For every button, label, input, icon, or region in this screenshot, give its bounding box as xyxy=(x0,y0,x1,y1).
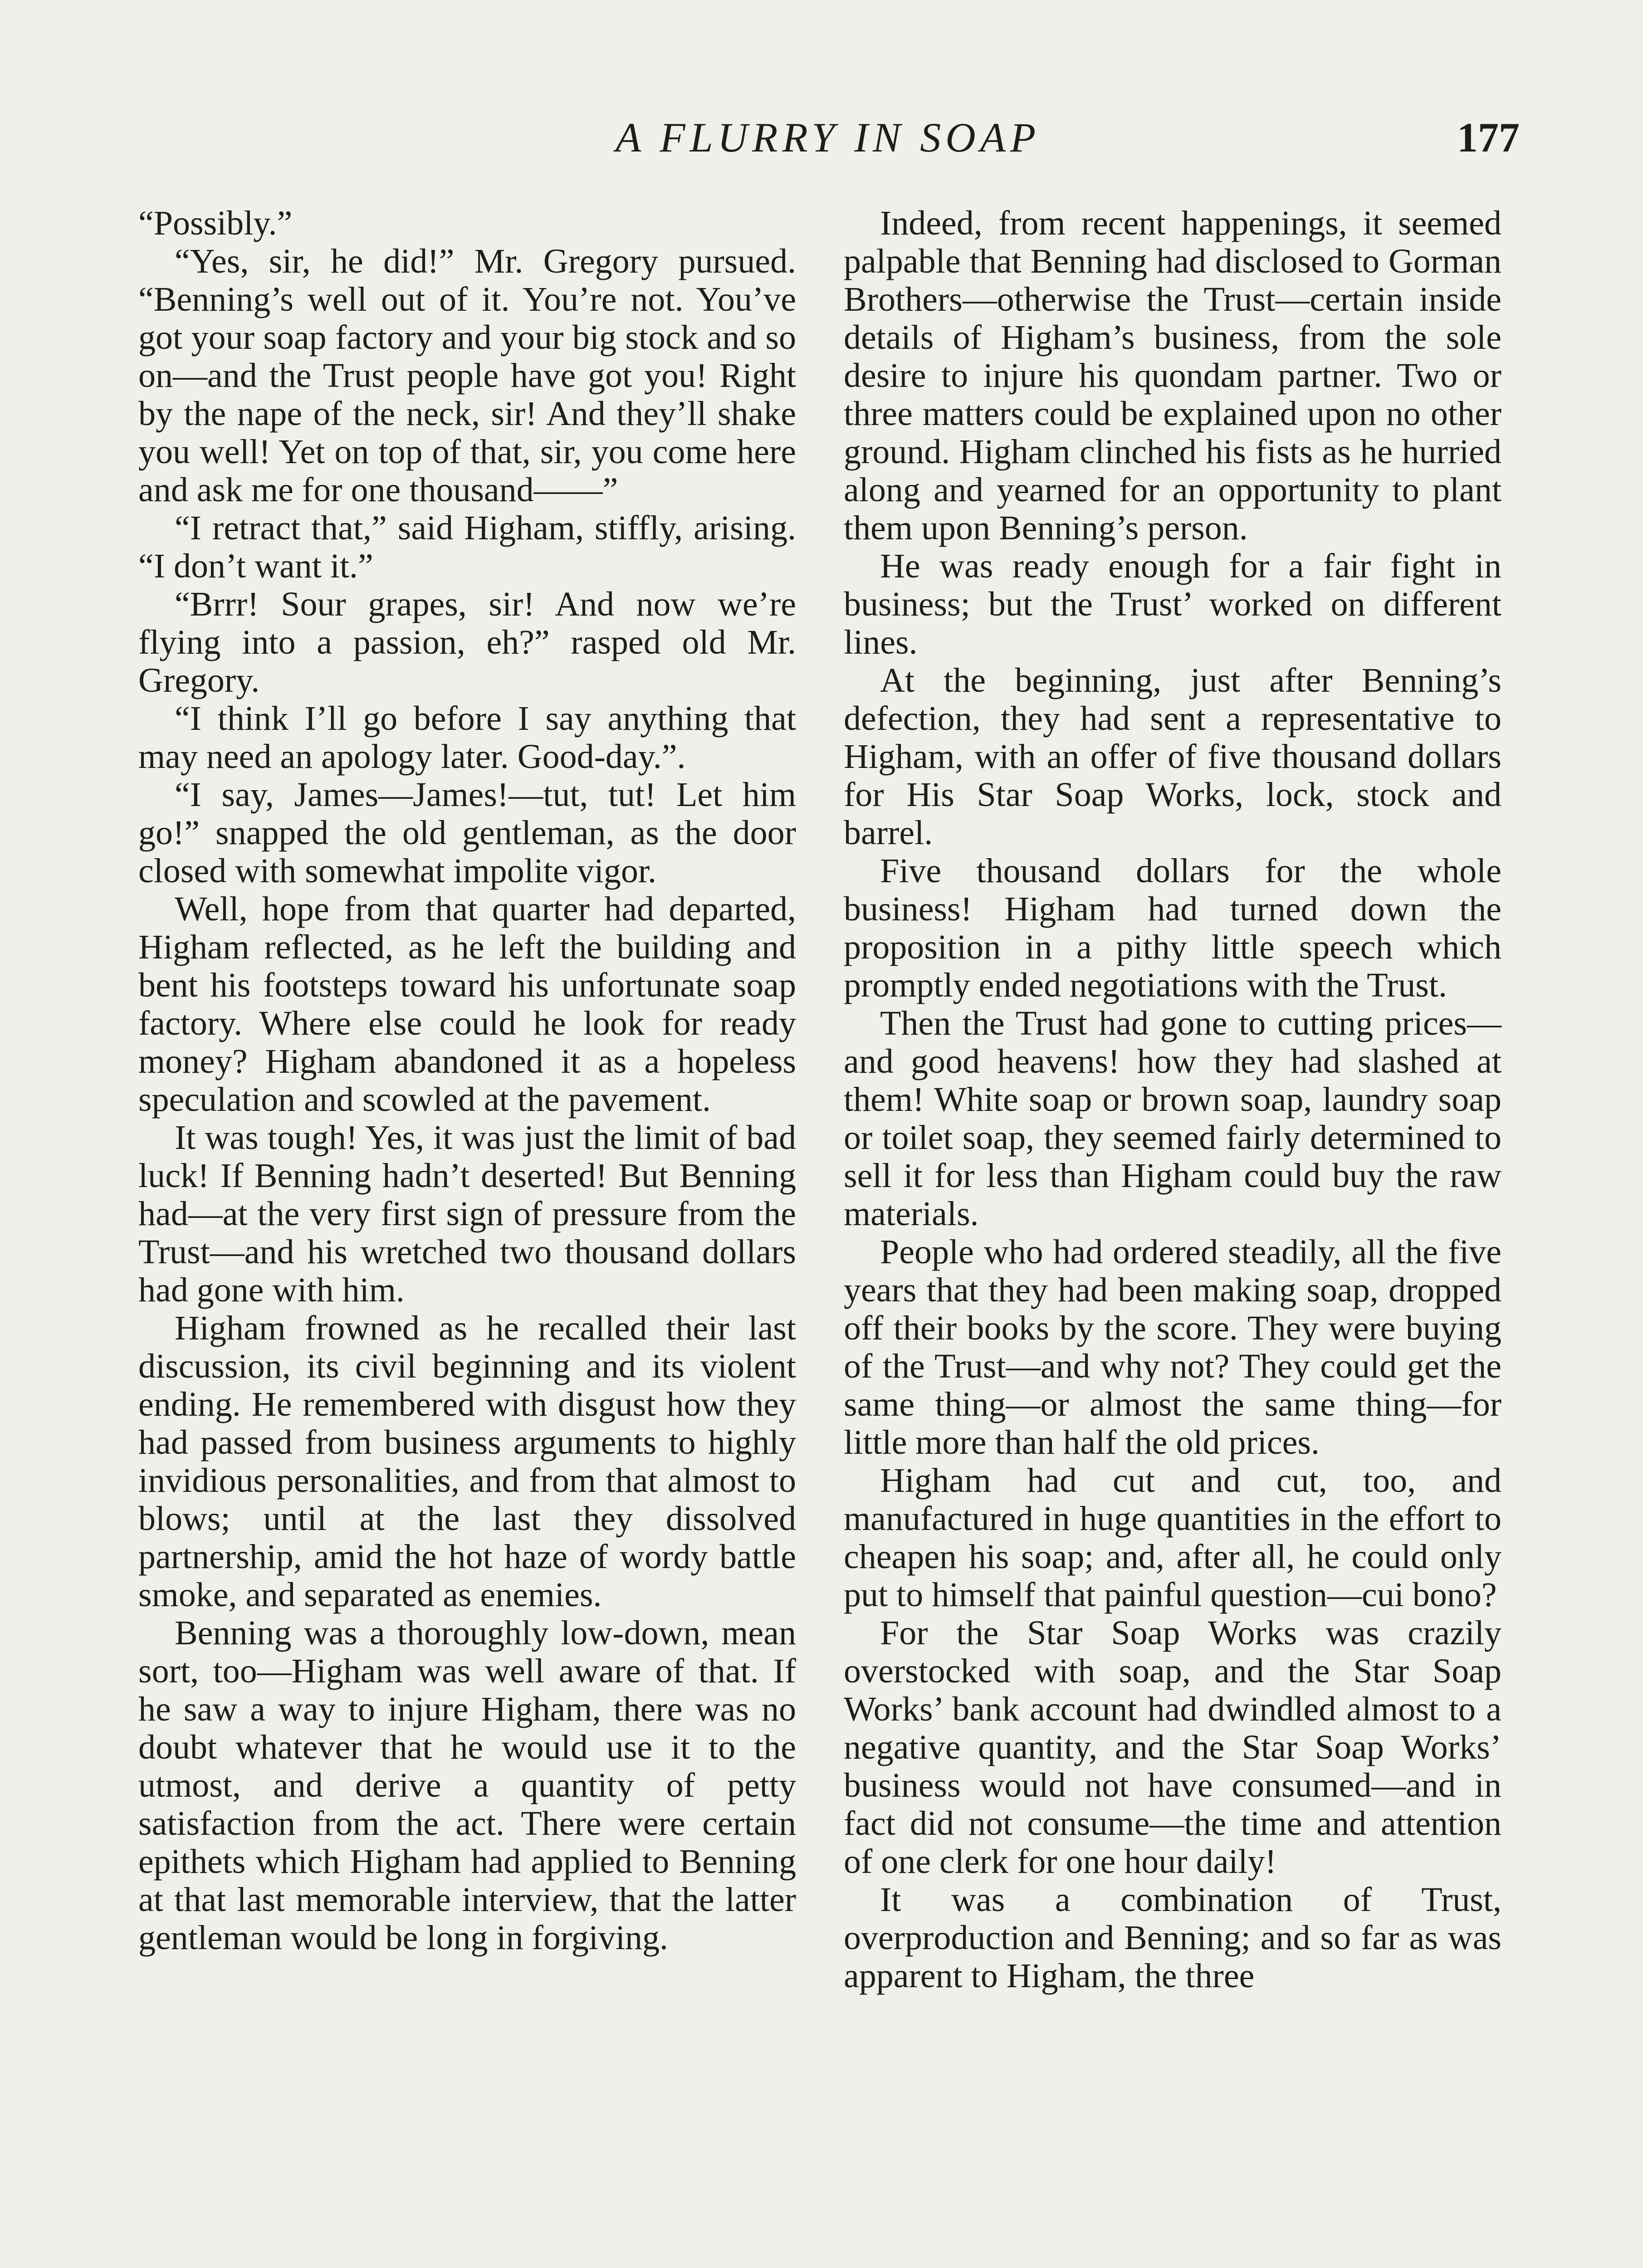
paragraph: “Possibly.” xyxy=(138,204,293,242)
paragraph: It was a combination of Trust, overproduction and Benning; and so far as was apparent to Higham, the three xyxy=(844,1881,1501,1995)
paragraph: “Brrr! Sour grapes, sir! And now we’re flying into a passion, eh?” rasped old Mr. Gregory. xyxy=(138,585,796,699)
paragraph: People who had ordered steadily, all the five years that they had been making soap, dropped off their books by the score. They were buying of the Trust—and why not? They could get the same thing—or almost the same thing—for little more than half the old prices. xyxy=(844,1233,1501,1461)
paragraph: Benning was a thoroughly low-down, mean sort, too—Higham was well aware of that. If he saw a way to injure Higham, there was no doubt whatever that he would use it to the utmost, and derive a quantity of petty satisfaction from the act. There were certain epithets which Higham had applied to Benning at that last memorable interview, that the latter gentleman would be long in forgiving. xyxy=(138,1614,796,1957)
paragraph: “I think I’ll go before I say anything that may need an apology later. Good-day.”. xyxy=(138,699,796,776)
page-header xyxy=(136,113,1520,168)
paragraph: “Yes, sir, he did!” Mr. Gregory pursued. “Benning’s well out of it. You’re not. You’ve got your soap factory and your big stock and so on—and the Trust people have got you! Right by the nape of the neck, sir! And they’ll shake you well! Yet on top of that, sir, you come here and ask me for one thousand——” xyxy=(138,242,796,509)
paragraph: It was tough! Yes, it was just the limit of bad luck! If Benning hadn’t deserted! But Benning had—at the very first sign of pressure from the Trust—and his wretched two thousand dollars had gone with him. xyxy=(138,1119,796,1309)
right-column xyxy=(844,204,1501,1995)
paragraph: Five thousand dollars for the whole business! Higham had turned down the proposition in a pithy little speech which promptly ended negotiations with the Trust. xyxy=(844,852,1501,1004)
paragraph: “I retract that,” said Higham, stiffly, arising. “I don’t want it.” xyxy=(138,509,796,585)
running-title: A FLURRY IN SOAP xyxy=(615,114,1041,161)
paragraph: At the beginning, just after Benning’s defection, they had sent a representative to Higham, with an offer of five thousand dollars for His Star Soap Works, lock, stock and barrel. xyxy=(844,661,1501,852)
paragraph: Higham frowned as he recalled their last discussion, its civil beginning and its violent ending. He remembered with disgust how they had passed from business arguments to highly invidious personalities, and from that almost to blows; until at the last they dissolved partnership, amid the hot haze of wordy battle smoke, and separated as enemies. xyxy=(138,1309,796,1614)
paragraph: He was ready enough for a fair fight in business; but the Trust’ worked on different lines. xyxy=(844,547,1501,661)
page-number: 177 xyxy=(1457,114,1520,161)
paragraph: Indeed, from recent happenings, it seemed palpable that Benning had disclosed to Gorman Brothers—otherwise the Trust—certain inside details of Higham’s business, from the sole desire to injure his quondam partner. Two or three matters could be explained upon no other ground. Higham clinched his fists as he hurried along and yearned for an opportunity to plant them upon Benning’s person. xyxy=(844,204,1501,547)
paragraph: Then the Trust had gone to cutting prices—and good heavens! how they had slashed at them! White soap or brown soap, laundry soap or toilet soap, they seemed fairly determined to sell it for less than Higham could buy the raw materials. xyxy=(844,1004,1501,1233)
paragraph: Well, hope from that quarter had departed, Higham reflected, as he left the building and bent his footsteps toward his unfortunate soap factory. Where else could he look for ready money? Higham abandoned it as a hopeless speculation and scowled at the pavement. xyxy=(138,890,796,1119)
paragraph: Higham had cut and cut, too, and manufactured in huge quantities in the effort to cheapen his soap; and, after all, he could only put to himself that painful question—cui bono? xyxy=(844,1461,1501,1614)
paragraph: For the Star Soap Works was crazily overstocked with soap, and the Star Soap Works’ bank account had dwindled almost to a negative quantity, and the Star Soap Works’ business would not have consumed—and in fact did not consume—the time and attention of one clerk for one hour daily! xyxy=(844,1614,1501,1881)
left-column xyxy=(138,204,796,1957)
paragraph: “I say, James—James!—tut, tut! Let him go!” snapped the old gentleman, as the door closed with somewhat impolite vigor. xyxy=(138,776,796,890)
